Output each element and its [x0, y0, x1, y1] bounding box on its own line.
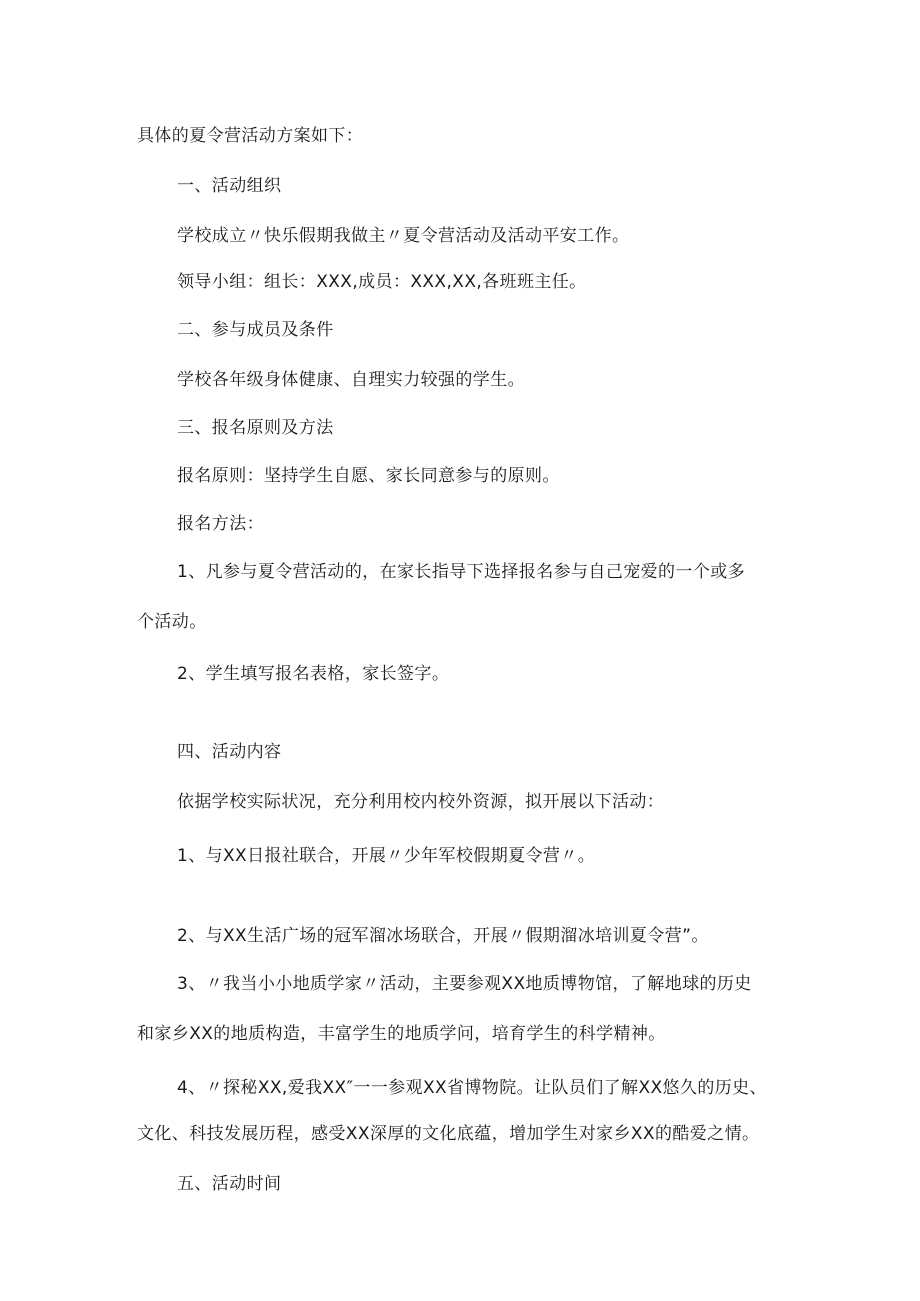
- section-heading-registration: 三、报名原则及方法: [177, 418, 334, 438]
- paragraph-line: 个活动。: [137, 612, 207, 632]
- paragraph-line: 文化、科技发展历程，感受XX深厚的文化底蕴，增加学生对家乡XX的酷爱之情。: [137, 1124, 760, 1144]
- paragraph-line: 学校各年级身体健康、自理实力较强的学生。: [177, 370, 525, 390]
- paragraph-line: 1、与XX日报社联合，开展〃少年军校假期夏令营〃。: [177, 846, 596, 866]
- paragraph-line: 4、〃探秘XX,爱我XX″一一参观XX省博物院。让队员们了解XX悠久的历史、: [177, 1078, 767, 1098]
- paragraph-line: 2、与XX生活广场的冠军溜冰场联合，开展〃假期溜冰培训夏令营”。: [177, 926, 709, 946]
- paragraph-line: 依据学校实际状况，充分利用校内校外资源，拟开展以下活动：: [177, 792, 665, 812]
- section-heading-members: 二、参与成员及条件: [177, 320, 334, 340]
- paragraph-line: 报名原则：坚持学生自愿、家长同意参与的原则。: [177, 466, 560, 486]
- paragraph-line: 1、凡参与夏令营活动的，在家长指导下选择报名参与自己宠爱的一个或多: [177, 562, 746, 582]
- paragraph-line: 2、学生填写报名表格，家长签字。: [177, 664, 450, 684]
- paragraph-line: 领导小组：组长：XXX,成员：XXX,XX,各班班主任。: [177, 272, 587, 292]
- paragraph-line: 报名方法：: [177, 514, 264, 534]
- section-heading-organization: 一、活动组织: [177, 176, 282, 196]
- paragraph-line: 和家乡XX的地质构造，丰富学生的地质学问，培育学生的科学精神。: [137, 1024, 666, 1044]
- section-heading-time: 五、活动时间: [177, 1174, 282, 1194]
- intro-line: 具体的夏令营活动方案如下：: [137, 126, 364, 146]
- section-heading-content: 四、活动内容: [177, 742, 282, 762]
- paragraph-line: 3、〃我当小小地质学家〃活动，主要参观XX地质博物馆，了解地球的历史: [177, 974, 752, 994]
- paragraph-line: 学校成立〃快乐假期我做主〃夏令营活动及活动平安工作。: [177, 226, 630, 246]
